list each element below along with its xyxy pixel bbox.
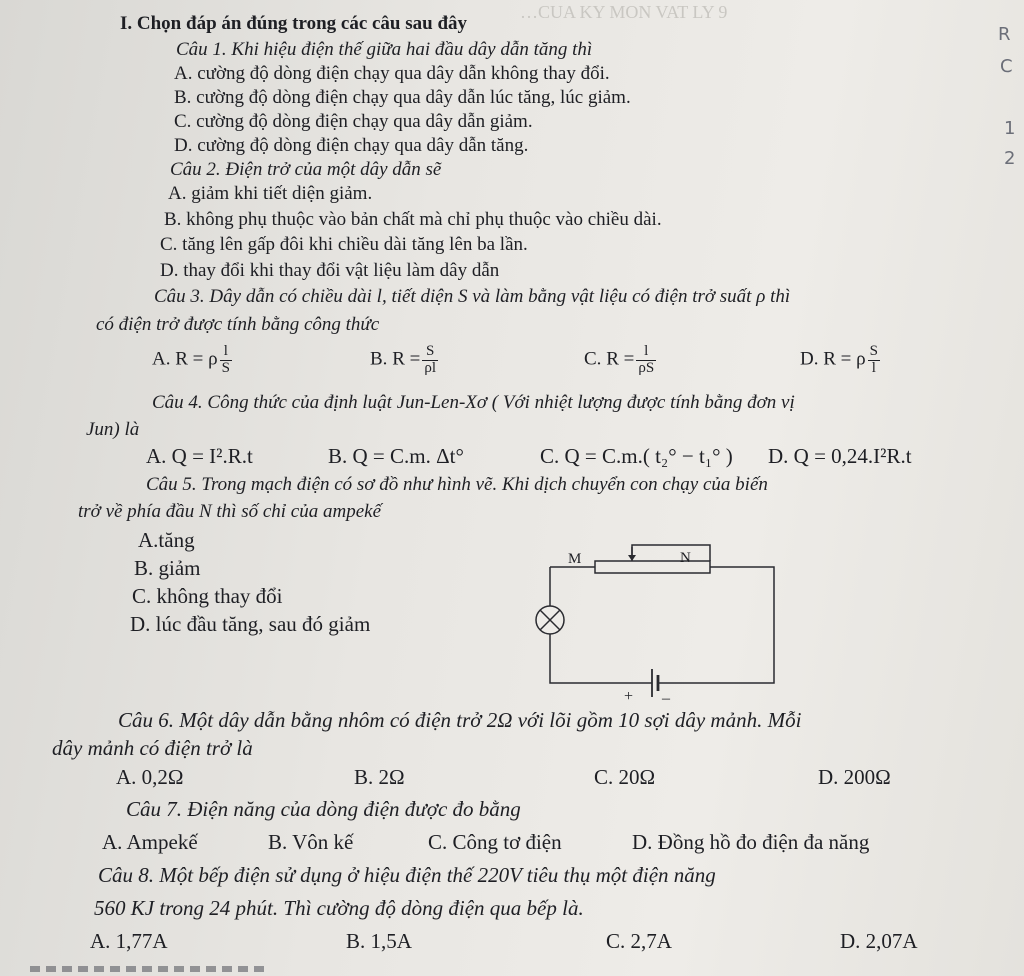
q4-stem-line1: Câu 4. Công thức của định luật Jun-Len-Xơ ( Với nhiệt lượng được tính bằng đơn vị bbox=[152, 392, 795, 413]
q6-option-c: C. 20Ω bbox=[594, 765, 656, 789]
circuit-wire-left bbox=[550, 567, 652, 683]
q8-option-c: C. 2,7A bbox=[606, 929, 672, 953]
circuit-diagram bbox=[520, 535, 790, 710]
margin-mark-1: R bbox=[998, 24, 1011, 45]
q1-option-b: B. cường độ dòng điện chạy qua dây dẫn lúc tăng, lúc giảm. bbox=[174, 87, 631, 108]
slider-arrow-icon bbox=[628, 555, 636, 561]
q8-option-d: D. 2,07A bbox=[840, 929, 918, 953]
margin-mark-3: 1 bbox=[1004, 118, 1016, 139]
q6-option-b: B. 2Ω bbox=[354, 765, 405, 789]
q3-c-fraction: $\frac{l}{\rho S}$ bbox=[638, 343, 655, 376]
q6-option-d: D. 200Ω bbox=[818, 765, 891, 789]
q3-stem-line1: Câu 3. Dây dẫn có chiều dài l, tiết diện S và làm bằng vật liệu có điện trở suất ρ thì bbox=[154, 286, 791, 307]
q1-option-d: D. cường độ dòng điện chạy qua dây dẫn tăng. bbox=[174, 135, 529, 156]
q2-stem: Câu 2. Điện trở của một dây dẫn sẽ bbox=[170, 159, 442, 180]
bleed-through-text: …CUA KY MON VAT LY 9 bbox=[520, 2, 728, 22]
label-n: N bbox=[680, 550, 691, 566]
q2-option-c: C. tăng lên gấp đôi khi chiều dài tăng lên ba lần. bbox=[160, 234, 528, 255]
q5-stem-line2: trở về phía đầu N thì số chỉ của ampekế bbox=[78, 501, 381, 522]
rheostat-slider-lead bbox=[632, 545, 710, 561]
q2-option-a: A. giảm khi tiết diện giảm. bbox=[168, 183, 373, 204]
margin-mark-2: C bbox=[1000, 56, 1013, 77]
q3-a-fraction: $\frac{l}{S}$ bbox=[221, 343, 230, 376]
q3-option-b: B. R = $\frac{S}{\rho l}$ bbox=[370, 343, 436, 376]
q7-option-a: A. Ampekế bbox=[102, 830, 198, 854]
q8-option-a: A. 1,77A bbox=[90, 929, 168, 953]
q6-stem-line2: dây mảnh có điện trở là bbox=[52, 736, 253, 760]
q7-stem: Câu 7. Điện năng của dòng điện được đo bằng bbox=[126, 797, 521, 821]
q3-option-a: A. R = ρ $\frac{l}{S}$ bbox=[152, 343, 230, 376]
q7-option-d: D. Đồng hồ đo điện đa năng bbox=[632, 830, 870, 854]
battery-plus-label: + bbox=[624, 688, 634, 705]
q4-option-d: D. Q = 0,24.I²R.t bbox=[768, 444, 912, 468]
q6-stem-line1: Câu 6. Một dây dẫn bằng nhôm có điện trở 2Ω với lõi gồm 10 sợi dây mảnh. Mỗi bbox=[118, 708, 802, 732]
q5-option-d: D. lúc đầu tăng, sau đó giảm bbox=[130, 612, 371, 636]
cut-off-bottom-line bbox=[30, 966, 270, 972]
q4-option-a: A. Q = I².R.t bbox=[146, 444, 253, 468]
q7-option-c: C. Công tơ điện bbox=[428, 830, 562, 854]
q4-option-c: C. Q = C.m.( t₂° − t₁° ) bbox=[540, 444, 733, 468]
section-header: I. Chọn đáp án đúng trong các câu sau đây bbox=[120, 13, 468, 34]
q2-option-b: B. không phụ thuộc vào bản chất mà chỉ phụ thuộc vào chiều dài. bbox=[164, 209, 662, 230]
q8-stem-line2: 560 KJ trong 24 phút. Thì cường độ dòng điện qua bếp là. bbox=[94, 896, 584, 920]
q8-stem-line1: Câu 8. Một bếp điện sử dụng ở hiệu điện thế 220V tiêu thụ một điện năng bbox=[98, 863, 716, 887]
q1-stem: Câu 1. Khi hiệu điện thế giữa hai đầu dây dẫn tăng thì bbox=[176, 39, 593, 60]
q1-option-c: C. cường độ dòng điện chạy qua dây dẫn giảm. bbox=[174, 111, 533, 132]
q3-option-c: C. R = $\frac{l}{\rho S}$ bbox=[584, 343, 655, 376]
q3-d-fraction: $\frac{S}{l}$ bbox=[869, 343, 878, 376]
q8-option-b: B. 1,5A bbox=[346, 929, 412, 953]
label-m: M bbox=[568, 551, 582, 567]
rheostat bbox=[595, 561, 710, 573]
battery-minus-label: – bbox=[662, 690, 670, 707]
circuit-wire-right bbox=[658, 567, 774, 683]
q2-option-d: D. thay đổi khi thay đổi vật liệu làm dây dẫn bbox=[160, 260, 500, 281]
q5-option-a: A.tăng bbox=[138, 528, 195, 552]
q4-stem-line2: Jun) là bbox=[86, 419, 140, 440]
q3-b-fraction: $\frac{S}{\rho l}$ bbox=[424, 343, 436, 376]
q5-option-c: C. không thay đổi bbox=[132, 584, 283, 608]
q5-option-b: B. giảm bbox=[134, 556, 201, 580]
q3-stem-line2: có điện trở được tính bằng công thức bbox=[96, 314, 380, 335]
q7-option-b: B. Vôn kế bbox=[268, 830, 354, 854]
q5-stem-line1: Câu 5. Trong mạch điện có sơ đồ như hình vẽ. Khi dịch chuyển con chạy của biến bbox=[146, 474, 768, 495]
q4-option-b: B. Q = C.m. Δt° bbox=[328, 444, 464, 468]
margin-mark-4: 2 bbox=[1004, 148, 1016, 169]
q3-option-d: D. R = ρ $\frac{S}{l}$ bbox=[800, 343, 878, 376]
q6-option-a: A. 0,2Ω bbox=[116, 765, 184, 789]
q1-option-a: A. cường độ dòng điện chạy qua dây dẫn không thay đổi. bbox=[174, 63, 610, 84]
